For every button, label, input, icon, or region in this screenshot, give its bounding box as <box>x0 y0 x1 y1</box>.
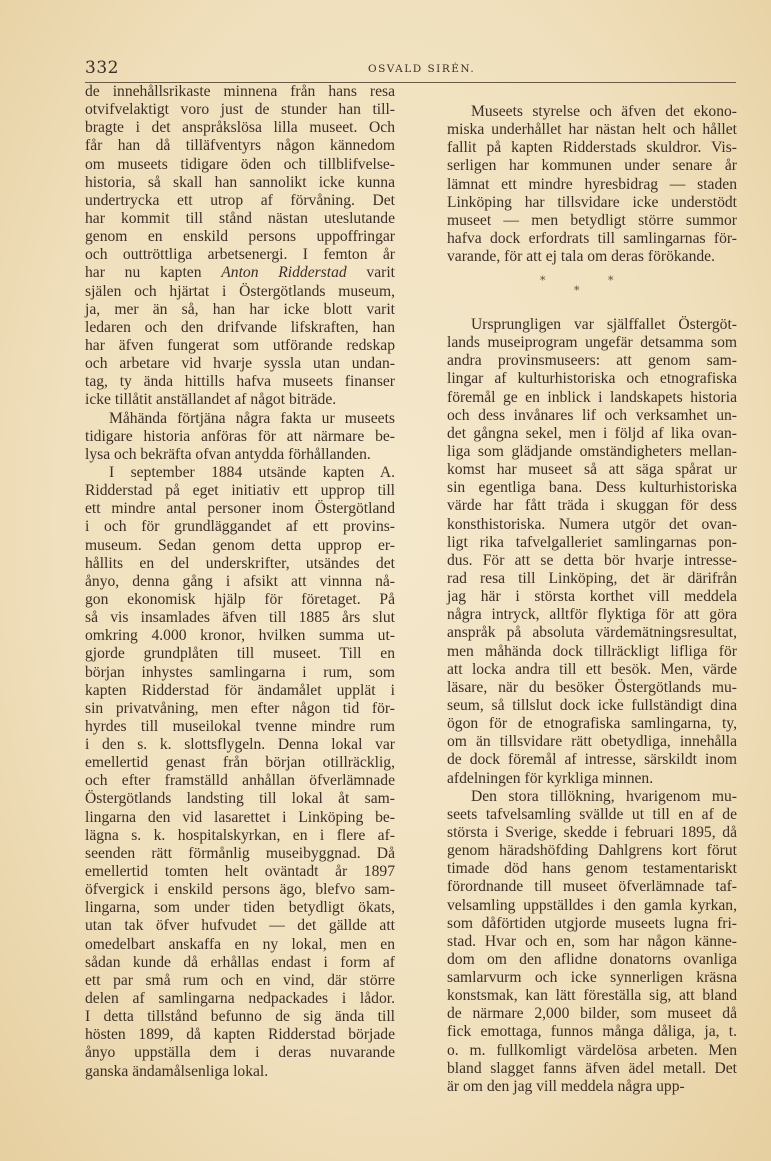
text-line: ögon för de etnografiska samlingarna, ty, <box>447 715 737 733</box>
text-line: förordnande till museet öfverlämnade taf- <box>447 878 737 896</box>
text-line: delen af samlingarna nedpackades i lådor. <box>85 990 395 1008</box>
text-line: liga som glädjande omständigheters mellan- <box>447 442 737 460</box>
text-line: serligen har kommunen under senare år <box>447 157 737 175</box>
asterisk-ornament: * <box>608 274 614 287</box>
text-line: genom en enskild persons uppoffringar <box>85 228 395 246</box>
text-line: och arbetare vid hvarje syssla utan undan- <box>85 355 395 373</box>
text-line: stad. Hvar och en, som har någon känne- <box>447 932 737 950</box>
text-line: Ursprungligen var själffallet Östergöt- <box>471 316 737 333</box>
asterisk-ornament: * <box>574 284 580 297</box>
asterisk-ornament: * <box>540 274 546 287</box>
text-line: i och för grundläggandet af ett provins- <box>85 518 395 536</box>
page-number: 332 <box>85 58 119 78</box>
text-line: ett par små rum och en vind, där större <box>85 971 395 989</box>
text-line: emellertid genast från början otillräcklig, <box>85 754 395 772</box>
text-line: lysa och bekräfta ofvan antydda förhållanden. <box>85 445 371 463</box>
right-column-top <box>447 103 737 266</box>
text-line: konsthistoriska. Numera utgör det ovan- <box>447 515 737 533</box>
text-line: de närmare 2,000 bilder, som museet då <box>447 1005 737 1023</box>
right-column-bottom <box>447 316 737 1096</box>
text-line: lägna s. k. hospitalskyrkan, en i flere af- <box>85 826 395 844</box>
text-line: velsamling uppställdes i den gamla kyrkan, <box>447 896 737 914</box>
text-line: ligt rika tafvelgalleriet samlingarnas pon- <box>447 533 737 551</box>
text-line: museet — men betydligt större summor <box>447 211 737 229</box>
paragraph <box>85 464 395 1081</box>
text-line: bragte i det anspråkslösa lilla museet. Och <box>85 119 395 137</box>
text-line: omedelbart anskaffa en ny lokal, men en <box>85 935 395 953</box>
text-line: lämnat ett mindre hyresbidrag — staden <box>447 175 737 193</box>
text-line: och efter framställd anhållan öfverlämnade <box>85 772 395 790</box>
text-line: I september 1884 utsände kapten A. <box>109 463 395 481</box>
text-line: ånyo, denna gång i afsikt att vinnna nå- <box>85 572 395 590</box>
text-line: kapten Ridderstad för ändamålet upplät i <box>85 681 395 699</box>
text-line: några intryck, alltför flyktiga för att göra <box>447 606 737 624</box>
text-line: och outtröttliga arbetsenergi. I femton år <box>85 246 395 264</box>
text-line: anspråk på absoluta värdemätningsresultat, <box>447 624 737 642</box>
paragraph <box>447 316 737 788</box>
text-line: ledaren och den drifvande lifskraften, han <box>85 318 395 336</box>
text-line: största i Sverige, skedde i februari 1895, då <box>447 823 737 841</box>
text-line: de innehållsrikaste minnena från hans resa <box>85 83 395 100</box>
text-line: undertrycka ett utrop af förvåning. Det <box>85 191 395 209</box>
text-line: lands museiprogram ungefär detsamma som <box>447 334 737 352</box>
text-line: omkring 4.000 kronor, hvilken summa ut- <box>85 627 395 645</box>
text-line: att locka andra till ett besök. Men, värde <box>447 660 737 678</box>
text-line: sin egentliga bana. Dess kulturhistoriska <box>447 479 737 497</box>
text-line: varande, för att ej tala om deras förökande. <box>447 248 716 266</box>
text-line: Museets styrelse och äfven det ekono- <box>471 103 737 120</box>
text-line: afdelningen för kyrkliga minnen. <box>447 769 654 787</box>
text-line: har kommit till stånd nästan uteslutande <box>85 209 395 227</box>
text-line: I detta tillstånd befunno de sig ända till <box>85 1008 395 1026</box>
text-line: föremål ge en inblick i landskapets historia <box>447 388 737 406</box>
italic-name: Anton Ridderstad <box>221 264 347 282</box>
text-line: om än tillsvidare rätt obetydliga, innehålla <box>447 733 737 751</box>
text-line: Ridderstad på eget initiativ ett upprop till <box>85 482 395 500</box>
text-line: gon ekonomisk hjälp för företaget. På <box>85 590 395 608</box>
text-line: genom häradshöfding Dahlgrens kort förut <box>447 842 737 860</box>
text-line: början inhystes samlingarna i rum, som <box>85 663 395 681</box>
paragraph <box>447 788 737 1096</box>
text-line: och dess invånares lif och verksamhet un- <box>447 406 737 424</box>
text-line: dom om den aflidne donatorns ovanliga <box>447 950 737 968</box>
text-line: o. m. fullkomligt värdelösa arbeten. Men <box>447 1041 737 1059</box>
text-line: ett mindre antal personer inom Östergötland <box>85 500 395 518</box>
text-segment: har nu kapten <box>85 264 222 282</box>
text-line: historia, så skall han sannolikt icke kunna <box>85 173 395 191</box>
text-line: hållits en del underskrifter, utsändes det <box>85 554 395 572</box>
text-line: andra provinsmuseers: att genom sam- <box>447 352 737 370</box>
text-line: seenden rätt förmånlig museibyggnad. Då <box>85 844 395 862</box>
text-line: Den stora tillökning, hvarigenom mu- <box>471 787 737 805</box>
text-line: icke tillåtit anställandet af något biträde. <box>85 391 337 409</box>
text-line: öfvergick i enskild persons ägo, blefvo sam- <box>85 881 395 899</box>
text-line: själen och hjärtat i Östergötlands museum, <box>85 282 395 300</box>
text-line: fallit på kapten Ridderstads skuldror. Vis- <box>447 139 737 157</box>
text-line: komst har museet så att säga spårat ur <box>447 461 737 479</box>
text-line: har äfven fungerat som utförande redskap <box>85 336 395 354</box>
text-line: seets tafvelsamling svällde ut till en af de <box>447 805 737 823</box>
text-line: så vis insamlades äfven till 1885 års slut <box>85 609 395 627</box>
paragraph <box>85 410 395 464</box>
text-segment: varit <box>346 264 395 282</box>
text-line <box>85 264 395 282</box>
text-line: utan tak öfver hufvudet — det gällde att <box>85 917 395 935</box>
text-line: ånyo uppställa dem i deras nuvarande <box>85 1044 395 1062</box>
text-line: om museets tidigare öden och tillblifvelse- <box>85 155 395 173</box>
text-line: som dåförtiden utgjorde museets lugna fri- <box>447 914 737 932</box>
text-line: värde har fått träda i skuggan för dess <box>447 497 737 515</box>
text-line: hösten 1899, då kapten Ridderstad började <box>85 1026 395 1044</box>
text-line: Östergötlands landsting till lokal åt sam- <box>85 790 395 808</box>
text-line: ganska ändamålsenliga lokal. <box>85 1062 269 1080</box>
text-line: är om den jag vill meddela några upp- <box>447 1077 685 1095</box>
text-line: tag, ty ända hittills hafva museets finanser <box>85 373 395 391</box>
text-line: lingarna den vid lasarettet i Linköping be- <box>85 808 395 826</box>
paragraph <box>85 83 395 410</box>
text-line: konstsmak, kan lätt föreställa sig, att bland <box>447 987 737 1005</box>
text-line: lingar af kulturhistoriska och etnografiska <box>447 370 737 388</box>
text-line: tidigare historia anföras för att närmare be- <box>85 427 395 445</box>
text-line: men måhända dock tillräckligt lifliga för <box>447 642 737 660</box>
left-column <box>85 83 395 1081</box>
running-head: OSVALD SIRÉN. <box>368 63 476 75</box>
text-line: rad resa till Linköping, det är därifrån <box>447 569 737 587</box>
text-line: sin privatvåning, men efter någon tid för- <box>85 699 395 717</box>
text-line: museum. Sedan genom detta upprop er- <box>85 536 395 554</box>
text-line: ja, mer än så, han har icke blott varit <box>85 300 395 318</box>
text-line: hafva dock erfordrats till samlingarnas för- <box>447 229 737 247</box>
text-line: Måhända förtjäna några fakta ur museets <box>109 409 395 427</box>
text-line: fick emottaga, funnos många dåliga, ja, t. <box>447 1023 737 1041</box>
text-line: miska underhållet har nästan helt och hållet <box>447 121 737 139</box>
text-line: sådan kunde då erhållas endast i form af <box>85 953 395 971</box>
text-line: samlarvurm och icke synnerligen kräsna <box>447 969 737 987</box>
text-line: Linköping har tillsvidare icke understödt <box>447 193 737 211</box>
text-line: får han då tilläfventyrs någon kännedom <box>85 137 395 155</box>
text-line: läsare, när du besöker Östergötlands mu- <box>447 678 737 696</box>
text-line: emellertid tomten helt oväntadt år 1897 <box>85 863 395 881</box>
text-line: det gångna sekel, men i följd af lika ovan- <box>447 424 737 442</box>
text-line: seum, så tillslut dock icke fullständigt dina <box>447 696 737 714</box>
text-line: jag här i största korthet vill meddela <box>447 588 737 606</box>
text-line: dus. För att se detta bör hvarje intresse- <box>447 551 737 569</box>
text-line: gjorde grundplåten till museet. Till en <box>85 645 395 663</box>
text-line: otvifvelaktigt voro just de stunder han till- <box>85 101 395 119</box>
text-line: timade död hans genom testamentariskt <box>447 860 737 878</box>
paragraph <box>447 103 737 266</box>
text-line: hyrdes till museilokal tvenne mindre rum <box>85 717 395 735</box>
text-line: bland slagget fanns äfven ädel metall. Det <box>447 1059 737 1077</box>
text-line: i den s. k. slottsflygeln. Denna lokal var <box>85 736 395 754</box>
text-line: lingarna, som under tiden betydligt ökats, <box>85 899 395 917</box>
text-line: de dock föremål af intresse, särskildt inom <box>447 751 737 769</box>
